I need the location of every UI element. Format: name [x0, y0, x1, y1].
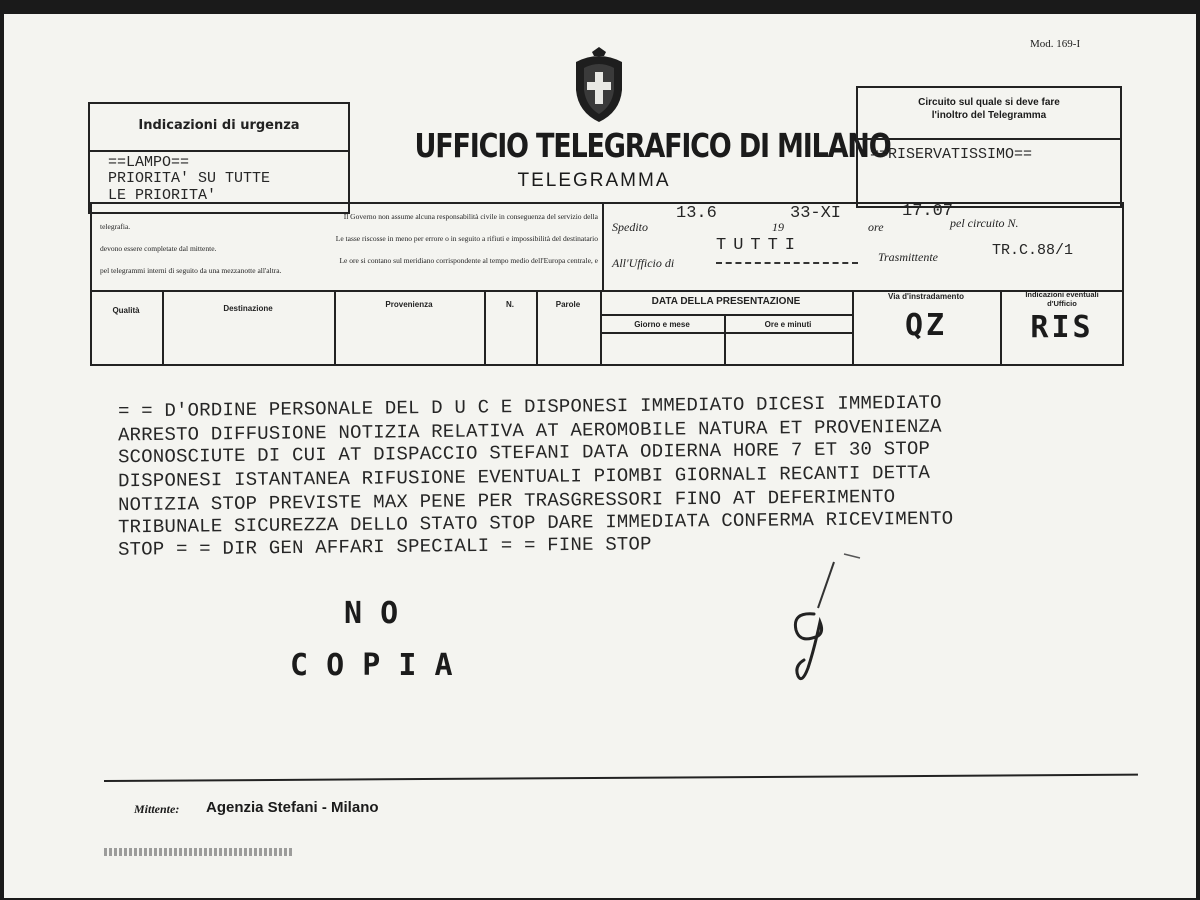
- ufficio-value: TUTTI: [716, 236, 803, 255]
- message-line-1: = = D'ORDINE PERSONALE DEL D U C E DISPONESI IMMEDIATO DICESI IMMEDIATO: [117, 391, 942, 423]
- indicazioni-label-line-2: d'Ufficio: [1047, 299, 1077, 308]
- sender-label: Mittente:: [134, 802, 180, 816]
- message-line-6: TRIBUNALE SICUREZZA DELLO STATO STOP DARE IMMEDIATA CONFERMA RICEVIMENTO: [117, 507, 954, 539]
- spedito-label: Spedito: [612, 220, 648, 234]
- ore-label: ore: [868, 220, 884, 234]
- col-qualita: Qualità: [112, 306, 140, 315]
- document-type: TELEGRAMMA: [517, 170, 671, 191]
- ore-value: 17.07: [902, 202, 954, 221]
- message-line-2: ARRESTO DIFFUSIONE NOTIZIA RELATIVA AT AEROMOBILE NATURA ET PROVENIENZA: [117, 415, 942, 447]
- disclaimer-line-6: pel telegrammi interni di seguito da una mezzanotte all'altra.: [100, 266, 282, 275]
- col-destinazione: Destinazione: [223, 304, 273, 313]
- col-data-presentazione: DATA DELLA PRESENTAZIONE: [651, 296, 801, 307]
- footer-rule: [104, 774, 1138, 782]
- disclaimer-line-2: telegrafia.: [100, 222, 131, 231]
- via-value: QZ: [904, 308, 948, 343]
- circuit-label-line-2: l'inoltro del Telegramma: [931, 110, 1047, 121]
- disclaimer-line-4: devono essere completate dal mittente.: [100, 244, 217, 253]
- disclaimer-text: [100, 212, 598, 276]
- urgency-line-2: PRIORITA' SU TUTTE: [108, 170, 271, 187]
- message-line-3: SCONOSCIUTE DI CUI AT DISPACCIO STEFANI DATA ODIERNA HORE 7 ET 30 STOP: [117, 437, 931, 469]
- urgency-line-3: LE PRIORITA': [108, 188, 217, 201]
- circuit-label-line-1: Circuito sul quale si deve fare: [918, 97, 1060, 108]
- year-label: 19: [772, 220, 784, 234]
- trasmittente-value: TR.C.88/1: [992, 242, 1074, 259]
- year-value: 33-XI: [790, 204, 842, 223]
- disclaimer-line-3: Le tasse riscosse in meno per errore o in seguito a rifiuti e impossibilità del destinatario: [335, 234, 598, 243]
- disclaimer-line-1: Il Governo non assume alcuna responsabilità civile in conseguenza del servizio della: [343, 212, 598, 221]
- disclaimer-line-5: Le ore si contano sul meridiano corrispondente al tempo medio dell'Europa centrale, e: [339, 256, 598, 265]
- circuito-label: pel circuito N.: [950, 216, 1019, 230]
- sender-value: Agenzia Stefani - Milano: [206, 799, 379, 816]
- printer-mark: [104, 848, 294, 856]
- ufficio-underline: [716, 262, 858, 264]
- col-numero: N.: [506, 300, 514, 309]
- col-ore-minuti: Ore e minuti: [764, 320, 812, 329]
- urgency-label: Indicazioni di urgenza: [138, 118, 300, 133]
- form-model-number: Mod. 169-I: [1030, 38, 1081, 50]
- spedito-value: 13.6: [676, 204, 717, 223]
- ufficio-label: All'Ufficio di: [612, 256, 675, 270]
- message-line-5: NOTIZIA STOP PREVISTE MAX PENE PER TRASGRESSORI FINO AT DEFERIMENTO: [117, 485, 896, 517]
- office-title: UFFICIO TELEGRAFICO DI MILANO: [414, 126, 891, 165]
- stamp-copia: C O P I A: [290, 648, 453, 683]
- savoy-crest-icon: [570, 46, 628, 124]
- col-via-label: Via d'instradamento: [888, 292, 964, 301]
- col-indicazioni-label: [1000, 290, 1124, 308]
- indicazioni-value: RIS: [1030, 310, 1094, 345]
- stamp-no: N O: [344, 596, 399, 631]
- handwritten-initial-icon: [774, 550, 884, 700]
- col-parole: Parole: [555, 300, 581, 309]
- indicazioni-label-line-1: Indicazioni eventuali: [1025, 290, 1099, 299]
- telegram-page: [4, 14, 1196, 898]
- message-line-7: STOP = = DIR GEN AFFARI SPECIALI = = FINE STOP: [117, 533, 652, 561]
- message-line-4: DISPONESI ISTANTANEA RIFUSIONE EVENTUALI PIOMBI GIORNALI RECANTI DETTA: [117, 461, 931, 493]
- circuit-label: [856, 96, 1122, 122]
- urgency-line-1: ==LAMPO==: [108, 154, 190, 171]
- col-provenienza: Provenienza: [385, 300, 433, 309]
- col-giorno-mese: Giorno e mese: [634, 320, 690, 329]
- trasmittente-label: Trasmittente: [878, 250, 939, 264]
- circuit-value: ==RISERVATISSIMO==: [870, 146, 1033, 163]
